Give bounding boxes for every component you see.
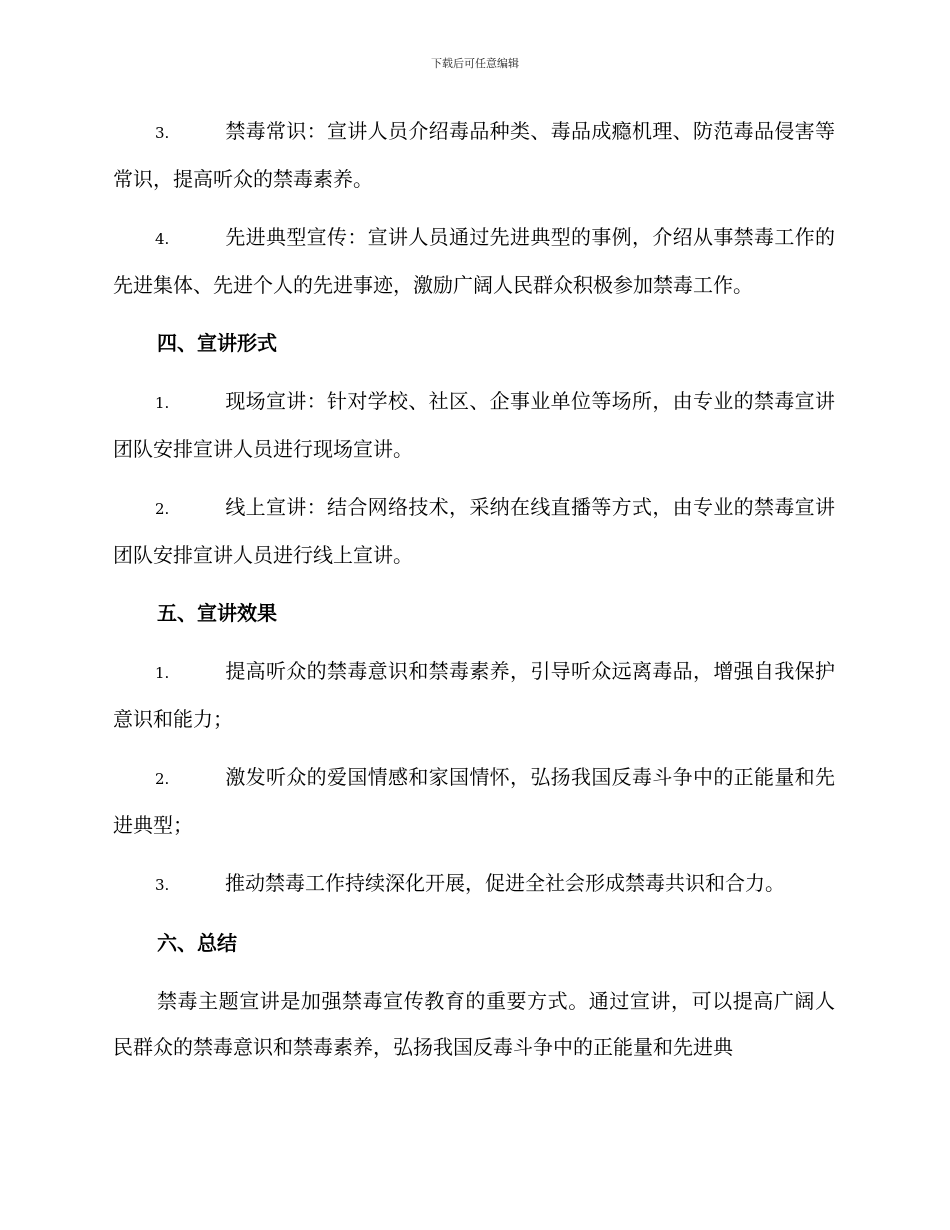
- paragraph-text: 激发听众的爱国情感和家国情怀，弘扬我国反毒斗争中的正能量和先进典型；: [113, 765, 835, 837]
- list-number: 3.: [155, 124, 170, 142]
- list-item-effect-3: [113, 860, 835, 908]
- list-item-effect-2: [113, 754, 835, 848]
- list-number: 1.: [155, 394, 170, 412]
- list-number: 1.: [155, 664, 170, 682]
- list-item-effect-1: [113, 648, 835, 742]
- summary-paragraph: 禁毒主题宣讲是加强禁毒宣传教育的重要方式。通过宣讲，可以提高广阔人民群众的禁毒意识和禁毒素养，弘扬我国反毒斗争中的正能量和先进典: [113, 989, 835, 1059]
- page-header: 下载后可任意编辑: [431, 57, 519, 70]
- section-heading-effect: 五、宣讲效果: [157, 601, 277, 625]
- paragraph-text: 推动禁毒工作持续深化开展，促进全社会形成禁毒共识和合力。: [225, 871, 785, 895]
- list-number: 2.: [155, 770, 170, 788]
- section-heading-summary: 六、总结: [157, 931, 237, 955]
- list-item-drug-knowledge: [113, 108, 835, 202]
- list-item-onsite: [113, 378, 835, 472]
- paragraph-text: 先进典型宣传：宣讲人员通过先进典型的事例，介绍从事禁毒工作的先进集体、先进个人的先进事迹，激励广阔人民群众积极参加禁毒工作。: [113, 225, 835, 297]
- document-body: [113, 108, 835, 1082]
- paragraph-text: 线上宣讲：结合网络技术，采纳在线直播等方式，由专业的禁毒宣讲团队安排宣讲人员进行线上宣讲。: [113, 495, 835, 567]
- paragraph-text: 现场宣讲：针对学校、社区、企事业单位等场所，由专业的禁毒宣讲团队安排宣讲人员进行现场宣讲。: [113, 389, 835, 461]
- list-number: 3.: [155, 876, 170, 894]
- paragraph-text: 提高听众的禁毒意识和禁毒素养，引导听众远离毒品，增强自我保护意识和能力；: [113, 659, 835, 731]
- list-item-model-publicity: [113, 214, 835, 308]
- list-item-online: [113, 484, 835, 578]
- list-number: 2.: [155, 500, 170, 518]
- paragraph-text: 禁毒常识：宣讲人员介绍毒品种类、毒品成瘾机理、防范毒品侵害等常识，提高听众的禁毒素养。: [113, 119, 835, 191]
- list-number: 4.: [155, 230, 170, 248]
- section-heading-format: 四、宣讲形式: [157, 331, 277, 355]
